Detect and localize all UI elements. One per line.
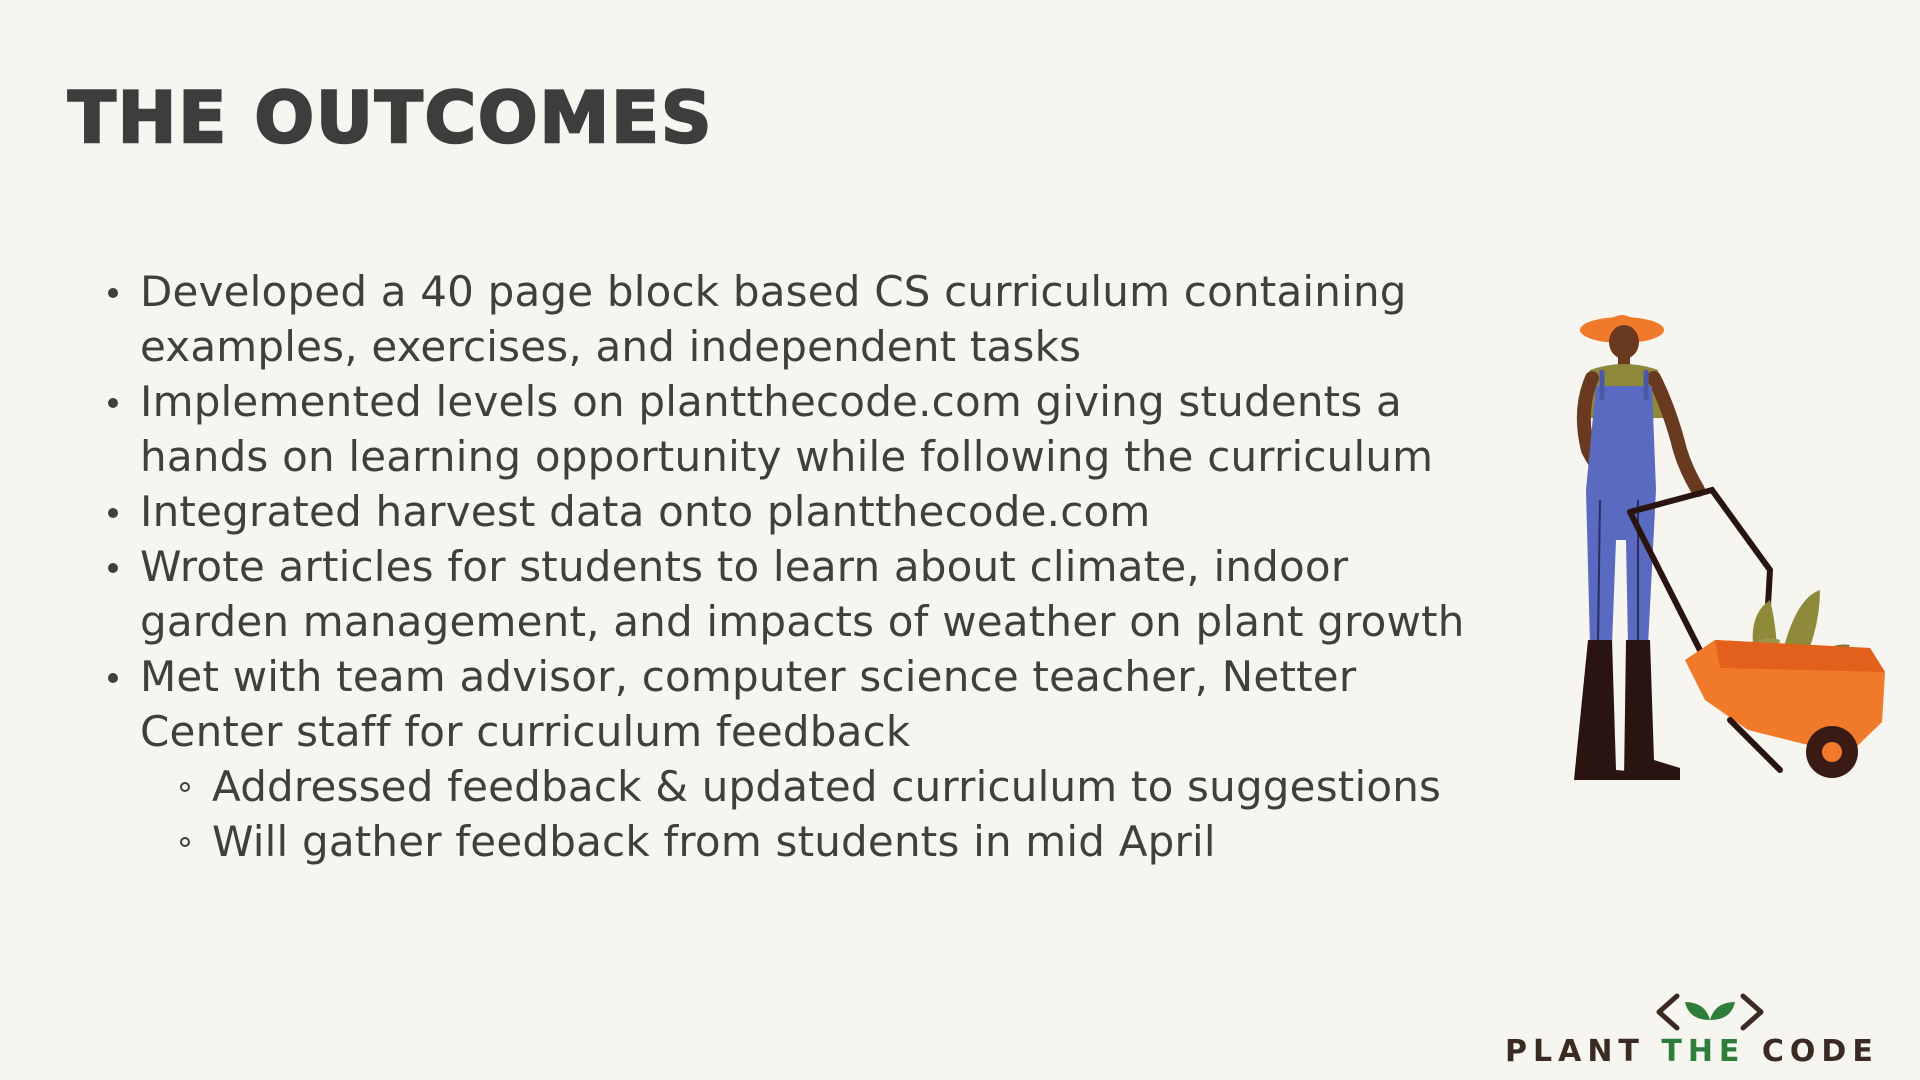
bullet-item: Implemented levels on plantthecode.com giving students a hands on learning opportunity while following the curriculum	[104, 374, 1484, 484]
code-brackets-leaf-icon	[1655, 990, 1765, 1034]
logo-text	[1505, 1034, 1900, 1069]
sub-bullet-item: Addressed feedback & updated curriculum to suggestions	[104, 759, 1484, 814]
logo-word-code: CODE	[1761, 1034, 1879, 1069]
slide-title: THE OUTCOMES	[68, 77, 714, 159]
gardener-with-wheelbarrow-illustration	[1530, 300, 1900, 790]
logo-word-plant: PLANT	[1505, 1034, 1645, 1069]
bullet-item: Wrote articles for students to learn about climate, indoor garden management, and impacts of weather on plant growth	[104, 539, 1484, 649]
bullet-item: Integrated harvest data onto plantthecode.com	[104, 484, 1484, 539]
bullet-item: Met with team advisor, computer science teacher, Netter Center staff for curriculum feedback	[104, 649, 1484, 759]
outcomes-list	[104, 264, 1484, 869]
plant-the-code-logo	[1505, 990, 1900, 1080]
logo-word-the: THE	[1661, 1034, 1746, 1069]
sub-bullet-item: Will gather feedback from students in mid April	[104, 814, 1484, 869]
bullet-item: Developed a 40 page block based CS curriculum containing examples, exercises, and independent tasks	[104, 264, 1484, 374]
